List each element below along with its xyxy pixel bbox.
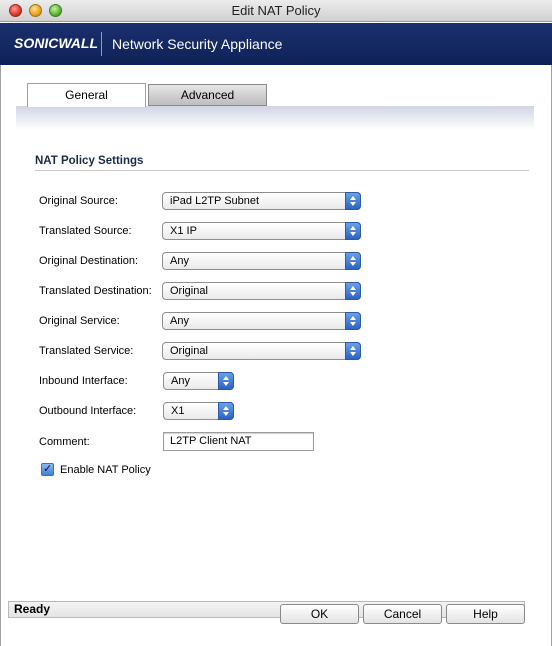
translated-source-label: Translated Source:	[39, 225, 132, 237]
help-button[interactable]: Help	[446, 604, 525, 624]
enable-nat-policy-checkbox[interactable]	[41, 463, 54, 476]
banner-divider	[101, 32, 102, 56]
original-source-value: iPad L2TP Subnet	[170, 195, 260, 207]
section-title: NAT Policy Settings	[35, 155, 144, 167]
translated-destination-value: Original	[170, 285, 208, 297]
dropdown-arrows-icon	[345, 342, 361, 360]
sonicwall-logo: SONICWALL	[14, 35, 98, 51]
dropdown-arrows-icon	[345, 192, 361, 210]
inbound-interface-select[interactable]	[163, 372, 234, 390]
original-service-label: Original Service:	[39, 315, 120, 327]
comment-input[interactable]: L2TP Client NAT	[163, 432, 314, 451]
status-bar: Ready	[8, 601, 525, 618]
original-destination-label: Original Destination:	[39, 255, 139, 267]
dropdown-arrows-icon	[345, 222, 361, 240]
original-destination-value: Any	[170, 255, 189, 267]
translated-source-select[interactable]	[162, 222, 361, 240]
window-frame-left	[0, 65, 1, 646]
tab-advanced[interactable]: Advanced	[148, 84, 267, 106]
translated-service-label: Translated Service:	[39, 345, 134, 357]
original-destination-select[interactable]	[162, 252, 361, 270]
outbound-interface-value: X1	[171, 405, 185, 417]
translated-service-value: Original	[170, 345, 208, 357]
cancel-button[interactable]: Cancel	[363, 604, 442, 624]
ok-button[interactable]: OK	[280, 604, 359, 624]
dropdown-arrows-icon	[218, 372, 234, 390]
outbound-interface-select[interactable]	[163, 402, 234, 420]
translated-destination-select[interactable]	[162, 282, 361, 300]
original-source-select[interactable]	[162, 192, 361, 210]
translated-destination-label: Translated Destination:	[39, 285, 152, 297]
tab-bar-background	[16, 106, 534, 130]
enable-nat-policy-label: Enable NAT Policy	[60, 464, 151, 476]
original-source-label: Original Source:	[39, 195, 118, 207]
translated-service-select[interactable]	[162, 342, 361, 360]
original-service-value: Any	[170, 315, 189, 327]
dropdown-arrows-icon	[345, 252, 361, 270]
header-banner	[0, 23, 552, 65]
translated-source-value: X1 IP	[170, 225, 197, 237]
tab-general[interactable]: General	[27, 83, 146, 107]
window-title: Edit NAT Policy	[231, 3, 321, 18]
product-name: Network Security Appliance	[112, 36, 283, 52]
inbound-interface-label: Inbound Interface:	[39, 375, 128, 387]
outbound-interface-label: Outbound Interface:	[39, 405, 137, 417]
dropdown-arrows-icon	[218, 402, 234, 420]
comment-label: Comment:	[39, 436, 90, 448]
original-service-select[interactable]	[162, 312, 361, 330]
dropdown-arrows-icon	[345, 312, 361, 330]
inbound-interface-value: Any	[171, 375, 190, 387]
section-divider	[35, 170, 529, 171]
window-titlebar	[0, 0, 552, 22]
dropdown-arrows-icon	[345, 282, 361, 300]
